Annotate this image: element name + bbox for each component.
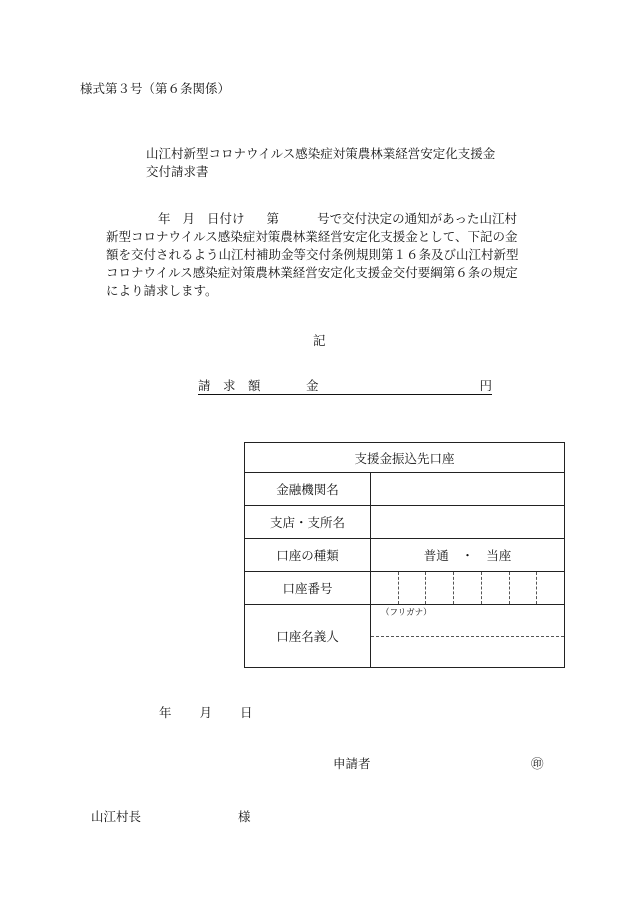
digit-box[interactable] bbox=[454, 572, 482, 604]
account-table bbox=[244, 442, 565, 668]
title-line-2: 交付請求書 bbox=[146, 164, 209, 179]
account-holder-field[interactable] bbox=[371, 605, 565, 668]
recipient-name: 山江村長 bbox=[91, 809, 142, 824]
digit-box[interactable] bbox=[510, 572, 538, 604]
account-type-label: 口座の種類 bbox=[245, 539, 371, 572]
applicant-label: 申請者 bbox=[333, 756, 371, 771]
account-holder-label: 口座名義人 bbox=[245, 605, 371, 668]
date-line bbox=[159, 703, 253, 721]
digit-box[interactable] bbox=[371, 572, 399, 604]
account-table-header: 支援金振込先口座 bbox=[245, 443, 565, 473]
body-dai: 第 bbox=[266, 211, 280, 226]
document-title bbox=[146, 145, 495, 181]
recipient-honorific: 様 bbox=[238, 809, 251, 824]
amount-yen: 円 bbox=[479, 378, 492, 393]
body-go-text: 号で交付決定の通知があった山江村 bbox=[317, 211, 517, 226]
date-day: 日 bbox=[240, 705, 253, 720]
digit-box[interactable] bbox=[482, 572, 510, 604]
furigana-area[interactable] bbox=[371, 605, 564, 637]
heading-ki: 記 bbox=[313, 333, 326, 348]
title-line-1: 山江村新型コロナウイルス感染症対策農林業経営安定化支援金 bbox=[146, 146, 496, 161]
body-line-5: により請求します。 bbox=[106, 283, 218, 298]
body-line-3: 額を交付されるよう山江村補助金等交付条例規則第１６条及び山江村新型 bbox=[106, 247, 519, 262]
branch-field[interactable] bbox=[371, 506, 565, 539]
body-day: 日付け bbox=[207, 211, 245, 226]
seal-mark: ㊞ bbox=[531, 756, 544, 771]
digit-box[interactable] bbox=[426, 572, 454, 604]
amount-kin: 金 bbox=[306, 378, 319, 393]
furigana-label: （フリガナ） bbox=[381, 608, 432, 618]
branch-label: 支店・支所名 bbox=[245, 506, 371, 539]
account-number-field[interactable] bbox=[371, 572, 565, 605]
amount-row bbox=[198, 376, 492, 395]
body-line-1 bbox=[106, 210, 556, 228]
body-line-4: コロナウイルス感染症対策農林業経営安定化支援金交付要綱第６条の規定 bbox=[106, 265, 518, 280]
bank-field[interactable] bbox=[371, 473, 565, 506]
account-type-options[interactable]: 普通 ・ 当座 bbox=[371, 539, 565, 572]
body-line-2: 新型コロナウイルス感染症対策農林業経営安定化支援金として、下記の金 bbox=[106, 229, 518, 244]
body-month: 月 bbox=[182, 211, 196, 226]
request-body bbox=[106, 210, 556, 300]
form-number: 様式第３号（第６条関係） bbox=[80, 81, 231, 96]
digit-box[interactable] bbox=[537, 572, 564, 604]
date-month: 月 bbox=[199, 705, 213, 720]
digit-box[interactable] bbox=[399, 572, 427, 604]
amount-label: 請 求 額 bbox=[198, 378, 261, 393]
account-number-label: 口座番号 bbox=[245, 572, 371, 605]
body-year: 年 bbox=[158, 211, 171, 226]
date-year: 年 bbox=[159, 705, 172, 720]
bank-label: 金融機関名 bbox=[245, 473, 371, 506]
account-number-digits bbox=[371, 572, 564, 604]
